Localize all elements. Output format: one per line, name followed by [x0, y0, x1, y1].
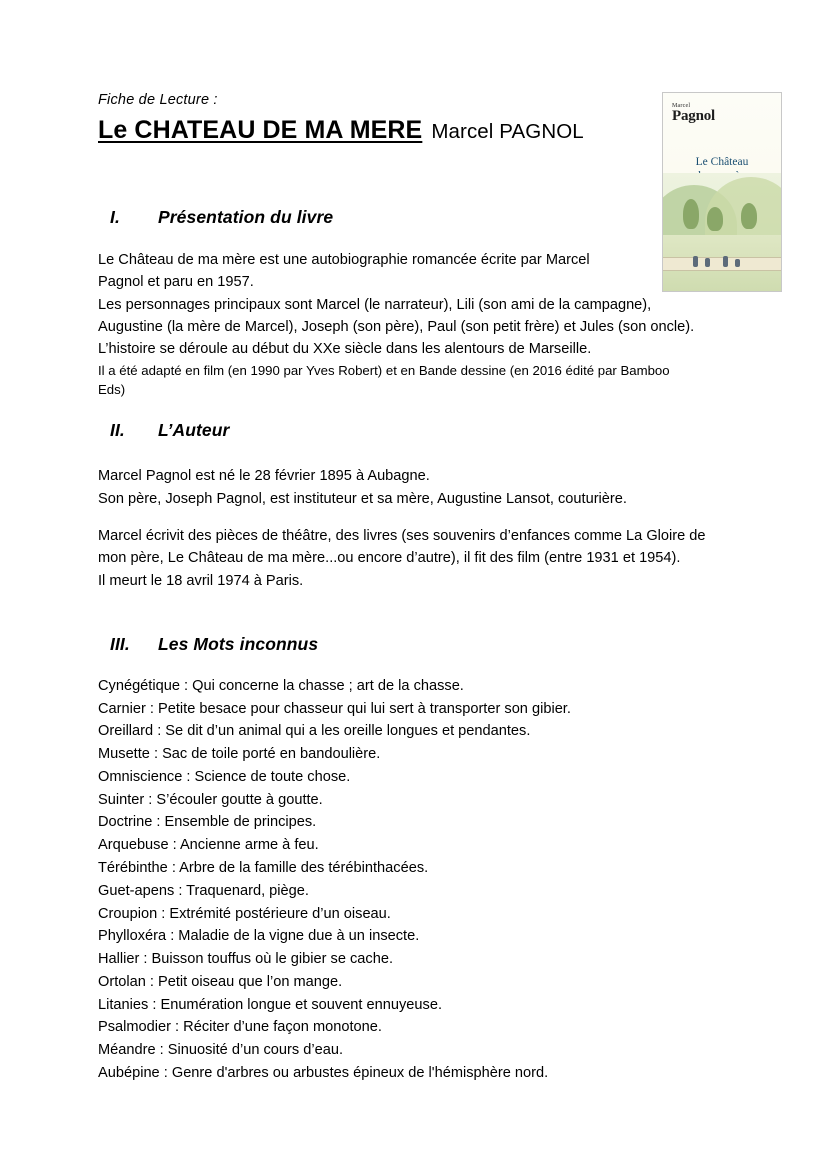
list-item: Croupion : Extrémité postérieure d’un oiseau.: [98, 905, 391, 922]
paragraph-line: Marcel écrivit des pièces de théâtre, des livres (ses souvenirs d’enfances comme La Gloire de: [98, 527, 706, 544]
paragraph-line: mon père, Le Château de ma mère...ou encore d’autre), il fit des film (entre 1931 et 1954).: [98, 550, 681, 567]
section-number: II.: [110, 420, 125, 441]
list-item: Arquebuse : Ancienne arme à feu.: [98, 837, 319, 854]
list-item: Omniscience : Science de toute chose.: [98, 768, 351, 785]
section-author: [98, 420, 738, 592]
cover-author-last: Pagnol: [672, 108, 715, 124]
paragraph-line: Il meurt le 18 avril 1974 à Paris.: [98, 572, 304, 589]
paragraph-line: Le Château de ma mère est une autobiographie romancée écrite par Marcel: [98, 252, 590, 268]
section-heading: [110, 634, 738, 655]
section-presentation: [98, 207, 738, 400]
section-unknown-words: [98, 634, 738, 1085]
document-title-line: [98, 116, 738, 145]
paragraph-line: Son père, Joseph Pagnol, est instituteur et sa mère, Augustine Lansot, couturière.: [98, 490, 627, 507]
list-item: Guet-apens : Traquenard, piège.: [98, 882, 309, 899]
list-item: Psalmodier : Réciter d’une façon monotone.: [98, 1019, 382, 1036]
section-number: I.: [110, 207, 120, 227]
section-title: L’Auteur: [158, 420, 230, 441]
paragraph-line: L’histoire se déroule au début du XXe siècle dans les alentours de Marseille.: [98, 341, 592, 358]
list-item: Carnier : Petite besace pour chasseur qui lui sert à transporter son gibier.: [98, 700, 571, 717]
section-heading: [110, 420, 738, 441]
paragraph-line: Augustine (la mère de Marcel), Joseph (son père), Paul (son petit frère) et Jules (son oncle).: [98, 318, 695, 335]
list-item: Cynégétique : Qui concerne la chasse ; art de la chasse.: [98, 677, 464, 694]
section-number: III.: [110, 633, 130, 654]
list-item: Térébinthe : Arbre de la famille des térébinthacées.: [98, 860, 429, 876]
section-title: Présentation du livre: [158, 207, 334, 227]
list-item: Méandre : Sinuosité d’un cours d’eau.: [98, 1042, 344, 1059]
list-item: Suinter : S’écouler goutte à goutte.: [98, 791, 323, 808]
list-item: Oreillard : Se dit d’un animal qui a les oreille longues et pendantes.: [98, 723, 531, 740]
cover-title-line1: Le Château: [695, 156, 749, 168]
list-item: Hallier : Buisson touffus où le gibier se cache.: [98, 951, 394, 968]
section-heading: [110, 207, 738, 228]
document-kicker: Fiche de Lecture :: [98, 92, 218, 108]
cover-tree-3: [741, 203, 757, 229]
page-title: Le CHATEAU DE MA MERE: [98, 116, 423, 144]
list-item: Litanies : Enumération longue et souvent ennuyeuse.: [98, 996, 443, 1013]
word-definition-list: [98, 675, 738, 1085]
list-item: Aubépine : Genre d'arbres ou arbustes épineux de l'hémisphère nord.: [98, 1064, 549, 1081]
list-item: Phylloxéra : Maladie de la vigne due à un insecte.: [98, 928, 420, 945]
document-author: Marcel PAGNOL: [431, 120, 584, 143]
list-item: Ortolan : Petit oiseau que l’on mange.: [98, 973, 343, 990]
cover-author-first: Marcel: [672, 103, 691, 109]
paragraph-line: Pagnol et paru en 1957.: [98, 274, 254, 291]
list-item: Doctrine : Ensemble de principes.: [98, 814, 317, 831]
note-line: Il a été adapté en film (en 1990 par Yves Robert) et en Bande dessine (en 2016 édité par Bamboo: [98, 362, 670, 378]
document-body: [98, 92, 738, 1085]
section-title: Les Mots inconnus: [158, 633, 319, 654]
note-line: Eds): [98, 382, 126, 398]
paragraph-line: Les personnages principaux sont Marcel (le narrateur), Lili (son ami de la campagne),: [98, 296, 652, 313]
list-item: Musette : Sac de toile porté en bandoulière.: [98, 746, 381, 763]
paragraph-line: Marcel Pagnol est né le 28 février 1895 à Aubagne.: [98, 468, 430, 485]
